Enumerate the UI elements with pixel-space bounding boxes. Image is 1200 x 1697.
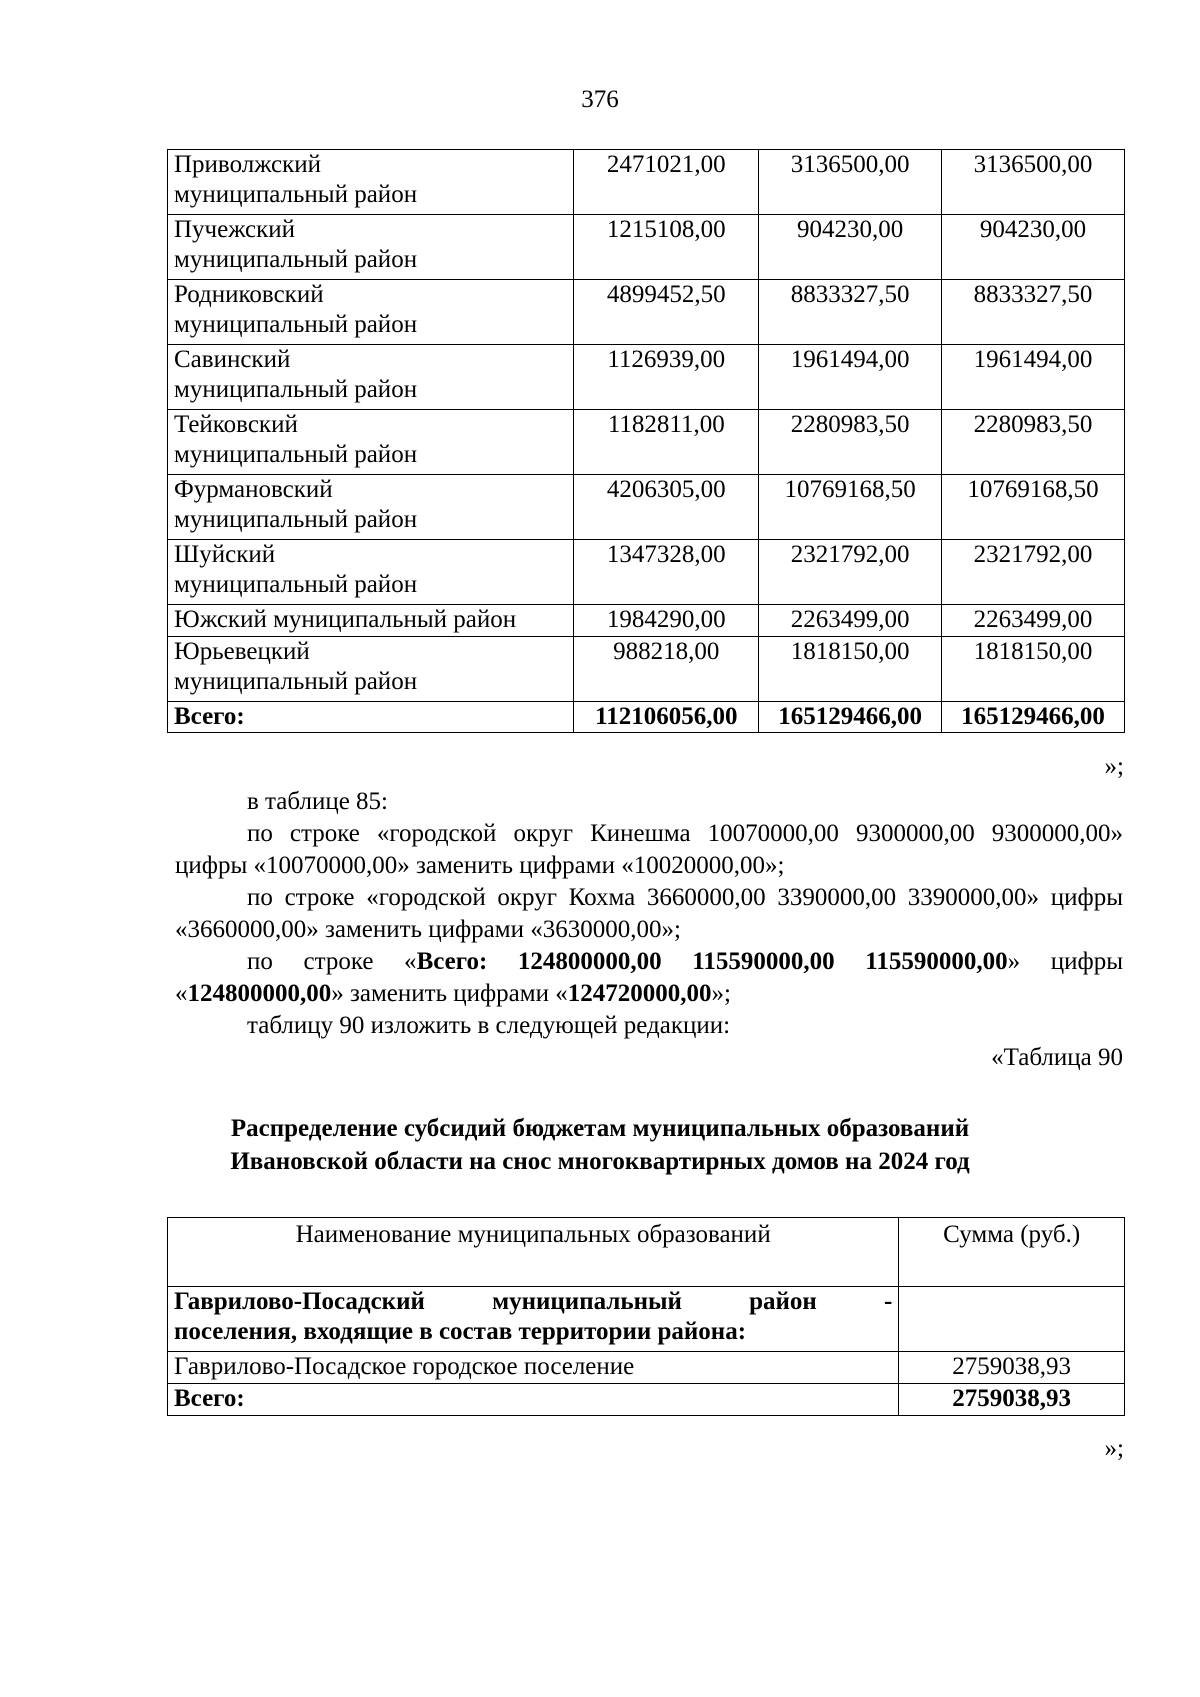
total-row <box>168 702 1125 733</box>
value-cell: 904230,00 <box>759 215 942 280</box>
table-heading: Распределение субсидий бюджетам муниципальных образований Ивановской области на снос многоквартирных домов на 2024 год <box>230 1115 970 1175</box>
municipal-budget-table-body <box>168 150 1125 733</box>
column-header: Сумма (руб.) <box>899 1218 1125 1287</box>
value-cell: 8833327,50 <box>759 280 942 345</box>
value-cell: 2280983,50 <box>942 410 1125 475</box>
paragraph: по строке «городской округ Кинешма 10070000,00 9300000,00 9300000,00» цифры «10070000,00» заменить цифрами «10020000,00»; <box>175 820 1123 879</box>
value-cell: 10769168,50 <box>942 475 1125 540</box>
table-row <box>168 150 1125 215</box>
table-label: «Таблица 90 <box>991 1044 1123 1071</box>
value-cell: 1818150,00 <box>942 637 1125 702</box>
settlement-name: Гаврилово-Посадское городское поселение <box>168 1352 899 1384</box>
value-cell: 988218,00 <box>574 637 759 702</box>
table-row <box>168 215 1125 280</box>
value-cell: 4899452,50 <box>574 280 759 345</box>
value-cell: 2321792,00 <box>942 540 1125 605</box>
value-cell: 8833327,50 <box>942 280 1125 345</box>
value-cell: 4206305,00 <box>574 475 759 540</box>
value-cell: 2263499,00 <box>759 605 942 637</box>
municipal-budget-table <box>167 149 1125 733</box>
district-name: Шуйский муниципальный район <box>168 540 574 605</box>
value-cell: 1182811,00 <box>574 410 759 475</box>
table-row <box>168 540 1125 605</box>
district-name: Южский муниципальный район <box>168 605 574 637</box>
value-cell: 1961494,00 <box>942 345 1125 410</box>
value-cell: 1984290,00 <box>574 605 759 637</box>
column-header: Наименование муниципальных образований <box>168 1218 899 1287</box>
value-cell: 1818150,00 <box>759 637 942 702</box>
value-cell: 1347328,00 <box>574 540 759 605</box>
value-cell: 2471021,00 <box>574 150 759 215</box>
group-value <box>899 1287 1125 1352</box>
total-value: 165129466,00 <box>942 702 1125 733</box>
total-value: 165129466,00 <box>759 702 942 733</box>
value-cell: 2321792,00 <box>759 540 942 605</box>
paragraph: по строке «городской округ Кохма 3660000,00 3390000,00 3390000,00» цифры «3660000,00» заменить цифрами «3630000,00»; <box>175 884 1123 943</box>
value-cell: 3136500,00 <box>942 150 1125 215</box>
subsidy-table <box>167 1217 1125 1416</box>
value-cell: 904230,00 <box>942 215 1125 280</box>
group-name: Гаврилово-Посадский муниципальный район - поселения, входящие в состав территории района: <box>168 1287 899 1352</box>
table-row <box>168 475 1125 540</box>
value-cell: 3136500,00 <box>759 150 942 215</box>
district-name: Приволжский муниципальный район <box>168 150 574 215</box>
total-label: Всего: <box>168 1384 899 1416</box>
table-row <box>168 345 1125 410</box>
table-row <box>168 410 1125 475</box>
page-number: 376 <box>581 86 619 113</box>
district-name: Савинский муниципальный район <box>168 345 574 410</box>
district-name: Пучежский муниципальный район <box>168 215 574 280</box>
paragraph: по строке «Всего: 124800000,00 115590000,00 115590000,00» цифры «124800000,00» заменить цифрами «124720000,00»; <box>175 948 1123 1007</box>
table-row <box>168 637 1125 702</box>
group-row <box>168 1287 1125 1352</box>
paragraph: в таблице 85: <box>247 788 389 815</box>
district-name: Родниковский муниципальный район <box>168 280 574 345</box>
table-header-row <box>168 1218 1125 1287</box>
value-cell: 2280983,50 <box>759 410 942 475</box>
closing-quote: »; <box>1104 753 1124 780</box>
total-label: Всего: <box>168 702 574 733</box>
table-row <box>168 605 1125 637</box>
total-row <box>168 1384 1125 1416</box>
district-name: Фурмановский муниципальный район <box>168 475 574 540</box>
value-cell: 1126939,00 <box>574 345 759 410</box>
table-row <box>168 280 1125 345</box>
district-name: Юрьевецкий муниципальный район <box>168 637 574 702</box>
value-cell: 1961494,00 <box>759 345 942 410</box>
total-value: 2759038,93 <box>899 1384 1125 1416</box>
value-cell: 10769168,50 <box>759 475 942 540</box>
paragraph: таблицу 90 изложить в следующей редакции: <box>247 1012 731 1039</box>
value-cell: 1215108,00 <box>574 215 759 280</box>
value-cell: 2759038,93 <box>899 1352 1125 1384</box>
total-value: 112106056,00 <box>574 702 759 733</box>
value-cell: 2263499,00 <box>942 605 1125 637</box>
district-name: Тейковский муниципальный район <box>168 410 574 475</box>
table-row <box>168 1352 1125 1384</box>
closing-quote: »; <box>1104 1435 1124 1462</box>
